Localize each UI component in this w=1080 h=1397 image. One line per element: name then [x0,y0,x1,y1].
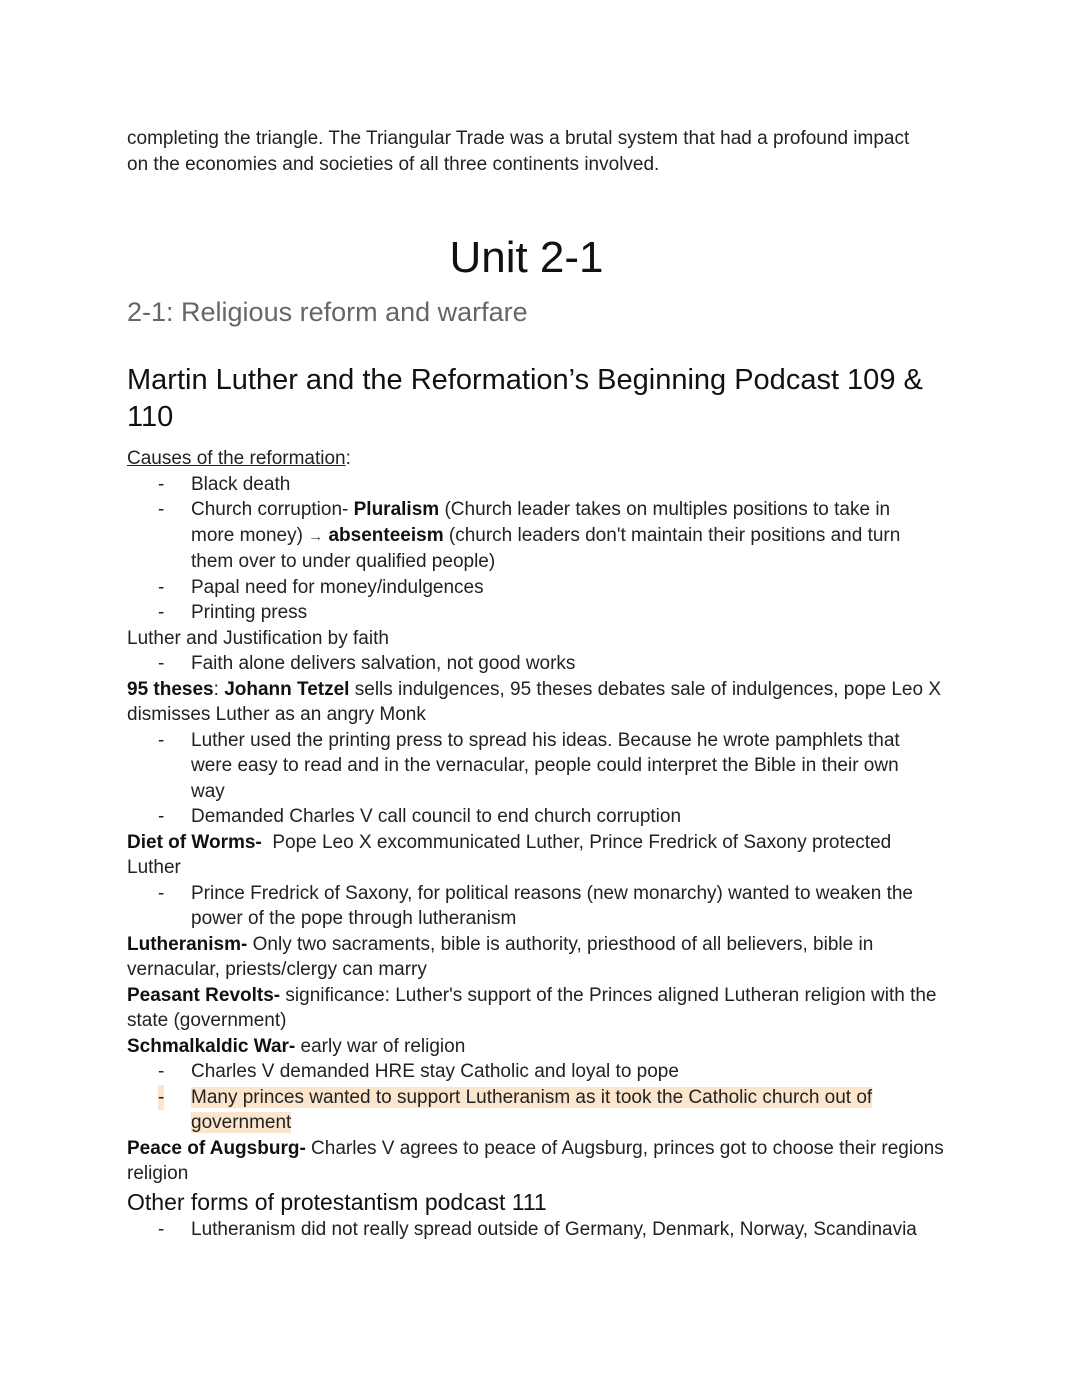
list-item: - Many princes wanted to support Lutheranism as it took the Catholic church out of government [158,1086,873,1133]
unit-title: Unit 2-1 [449,233,604,282]
notes-body [127,446,947,1242]
intro-line-1: completing the triangle. The Triangular Trade was a brutal system that had a profound impact [127,128,910,149]
list-item: - Prince Fredrick of Saxony, for political reasons (new monarchy) wanted to weaken the power of the pope through lutheranism [158,882,913,929]
list-item: - Printing press [158,602,308,623]
list-item: - Luther used the printing press to spread his ideas. Because he wrote pamphlets that were easy to read and in the vernacular, people could interpret the Bible in their own way [158,729,900,802]
right-arrow-icon: → [308,527,324,545]
justification-heading: Luther and Justification by faith [127,627,389,649]
list-item: - Papal need for money/indulgences [158,576,484,598]
section-title: 2-1: Religious reform and warfare [127,297,528,327]
intro-line-2: on the economies and societies of all three continents involved. [127,153,660,175]
list-item: - Charles V demanded HRE stay Catholic and loyal to pope [158,1061,679,1082]
lutheranism-paragraph: Lutheranism- Only two sacraments, bible is authority, priesthood of all believers, bible in vernacular, priests/clergy can marry [127,933,874,980]
schmalkaldic-paragraph: Schmalkaldic War- early war of religion [127,1035,466,1057]
list-item: - Church corruption- Pluralism (Church leader takes on multiples positions to take in more money) → absenteeism (church leaders don't maintain their positions and turn them over to under qualified people) [158,499,901,572]
intro-paragraph [127,126,947,177]
peasant-revolts-paragraph: Peasant Revolts- significance: Luther's support of the Princes aligned Lutheran religion with the state (government) [127,984,937,1031]
highlighted-text: Many princes wanted to support Lutheranism as it took the Catholic church out of government [191,1086,873,1133]
causes-heading: Causes of the reformation: [127,448,351,469]
list-item: - Black death [158,473,291,495]
list-item: - Lutheranism did not really spread outside of Germany, Denmark, Norway, Scandinavia [158,1218,917,1240]
list-item: - Demanded Charles V call council to end church corruption [158,806,682,827]
podcast-title: Martin Luther and the Reformation’s Beginning Podcast 109 & 110 [127,364,923,433]
other-protestantism-heading: Other forms of protestantism podcast 111 [127,1188,547,1215]
theses-paragraph: 95 theses: Johann Tetzel sells indulgences, 95 theses debates sale of indulgences, pope Leo X dismisses Luther as an angry Monk [127,678,941,725]
list-item: - Faith alone delivers salvation, not good works [158,653,576,674]
worms-paragraph: Diet of Worms- Pope Leo X excommunicated Luther, Prince Fredrick of Saxony protected Luther [127,831,897,878]
augsburg-paragraph: Peace of Augsburg- Charles V agrees to peace of Augsburg, princes got to choose their regions religion [127,1137,944,1184]
causes-label: Causes of the reformation [127,448,346,469]
